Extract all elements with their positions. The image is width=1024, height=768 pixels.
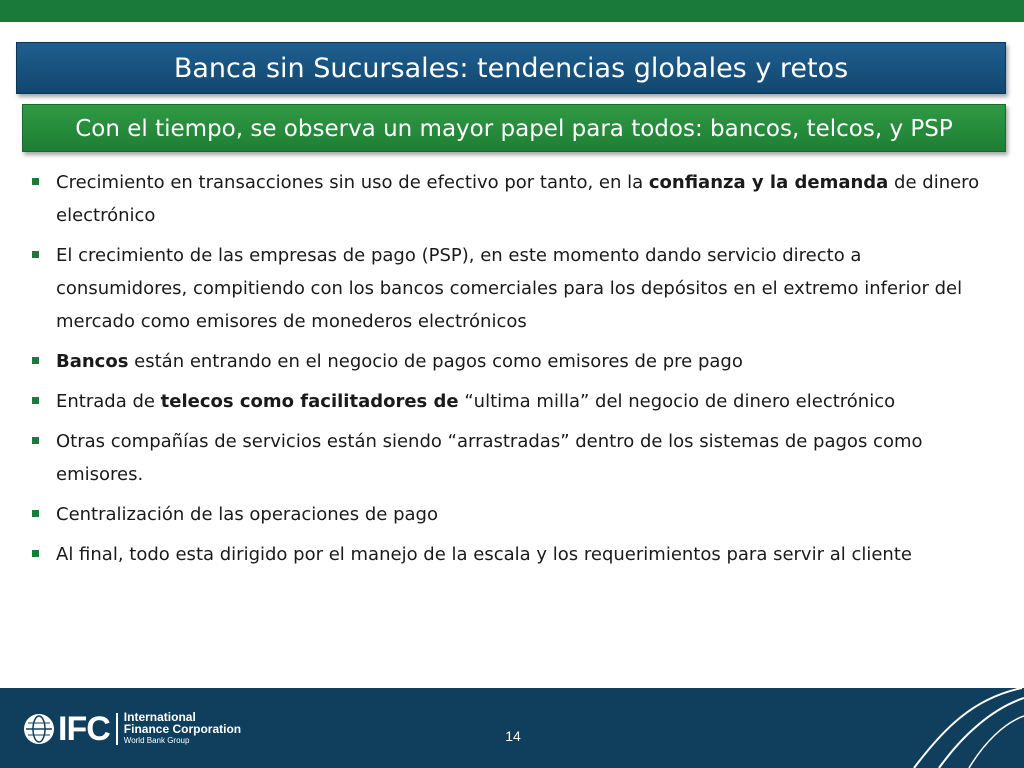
bullet-text: “ultima milla” del negocio de dinero electrónico — [458, 391, 896, 412]
bullet-square-icon — [32, 550, 39, 557]
bullet-text: Al final, todo esta dirigido por el manejo de la escala y los requerimientos para servir al cliente — [56, 544, 912, 565]
bullet-item — [30, 385, 990, 418]
footer — [0, 688, 1024, 768]
bullet-square-icon — [32, 178, 39, 185]
bullet-list — [30, 166, 990, 578]
bullet-emphasis: Bancos — [56, 351, 129, 372]
bullet-text: Crecimiento en transacciones sin uso de efectivo por tanto, en la — [56, 172, 649, 193]
bullet-text: Otras compañías de servicios están siendo “arrastradas” dentro de los sistemas de pagos como emisores. — [56, 431, 923, 485]
logo-line-1: International — [123, 710, 196, 724]
bullet-text: Entrada de — [56, 391, 161, 412]
logo-text — [124, 711, 241, 747]
bullet-item — [30, 425, 990, 491]
bullet-square-icon — [32, 510, 39, 517]
ifc-logo — [24, 712, 241, 746]
bullet-emphasis: confianza y la demanda — [648, 172, 889, 193]
bullet-item — [30, 498, 990, 531]
ifc-mark: IFC — [58, 710, 110, 748]
bullet-square-icon — [32, 397, 39, 404]
globe-icon — [24, 714, 54, 744]
slide-subtitle: Con el tiempo, se observa un mayor papel para todos: bancos, telcos, y PSP — [22, 104, 1006, 152]
bullet-item — [30, 538, 990, 571]
bullet-text: están entrando en el negocio de pagos como emisores de pre pago — [128, 351, 743, 372]
bullet-square-icon — [32, 357, 39, 364]
slide-title: Banca sin Sucursales: tendencias globales y retos — [16, 42, 1006, 94]
logo-divider — [116, 713, 118, 745]
bullet-text: El crecimiento de las empresas de pago (PSP), en este momento dando servicio directo a consumidores, compitiendo con los bancos comerciales para los depósitos en el extremo inferior del mercado como emisores de monederos electrónicos — [56, 245, 963, 332]
bullet-square-icon — [32, 251, 39, 258]
bullet-item — [30, 166, 990, 232]
bullet-text: Centralización de las operaciones de pago — [56, 504, 438, 525]
page-number: 14 — [505, 728, 521, 744]
bullet-square-icon — [32, 437, 39, 444]
top-accent-bar — [0, 0, 1024, 22]
bullet-item — [30, 345, 990, 378]
bullet-emphasis: telecos como facilitadores de — [160, 391, 459, 412]
bullet-item — [30, 239, 990, 338]
logo-line-3: World Bank Group — [123, 736, 190, 745]
decorative-swoosh — [894, 688, 1024, 768]
logo-line-2: Finance Corporation — [123, 722, 242, 736]
bullet-text: de dinero electrónico — [56, 172, 980, 226]
